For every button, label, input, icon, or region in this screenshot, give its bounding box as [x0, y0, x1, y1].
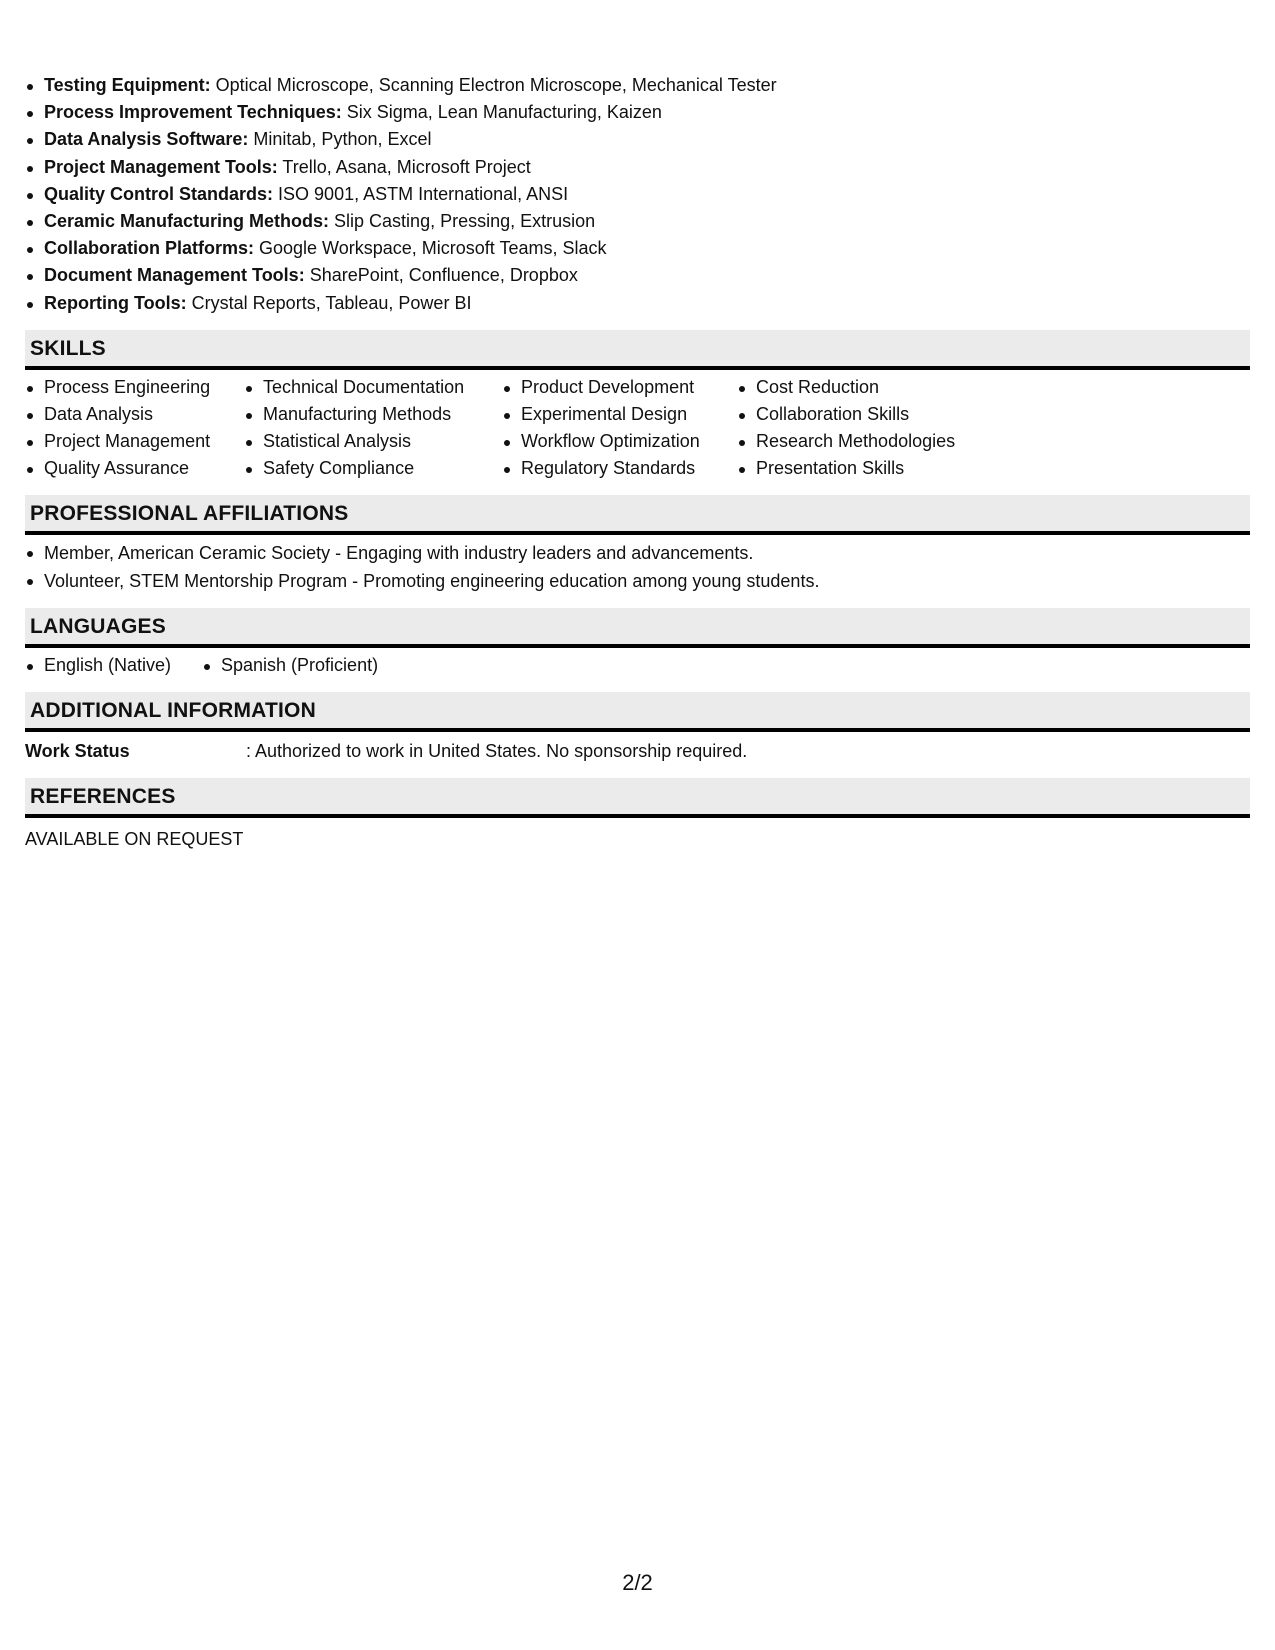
list-item: Process Engineering — [25, 374, 244, 401]
list-item: Quality Assurance — [25, 455, 244, 482]
list-item: Presentation Skills — [737, 455, 997, 482]
list-item — [25, 181, 1250, 208]
list-item: Research Methodologies — [737, 428, 997, 455]
list-item — [25, 235, 1250, 262]
affiliations-list — [25, 539, 1250, 595]
tool-category-value: Crystal Reports, Tableau, Power BI — [186, 292, 472, 313]
tool-category-label: Data Analysis Software: — [44, 129, 249, 150]
list-item: Experimental Design — [502, 401, 737, 428]
tool-category-value: Slip Casting, Pressing, Extrusion — [329, 211, 596, 232]
languages-list — [25, 652, 1250, 679]
skills-column — [502, 374, 737, 482]
tool-category-label: Document Management Tools: — [44, 265, 305, 286]
list-item — [25, 262, 1250, 289]
skills-column — [244, 374, 502, 482]
list-item — [25, 290, 1250, 317]
tool-category-label: Project Management Tools: — [44, 156, 278, 177]
tool-category-value: SharePoint, Confluence, Dropbox — [304, 265, 578, 286]
resume-page-content — [25, 72, 1250, 853]
list-item: Product Development — [502, 374, 737, 401]
section-title: SKILLS — [30, 336, 106, 360]
skills-section-header — [25, 330, 1250, 370]
tool-category-label: Process Improvement Techniques: — [44, 102, 342, 123]
list-item: Statistical Analysis — [244, 428, 502, 455]
list-item: Regulatory Standards — [502, 455, 737, 482]
section-title: LANGUAGES — [30, 614, 166, 638]
list-item: Safety Compliance — [244, 455, 502, 482]
tool-category-label: Quality Control Standards: — [44, 183, 274, 204]
tool-category-label: Testing Equipment: — [44, 75, 211, 95]
tool-category-value: Six Sigma, Lean Manufacturing, Kaizen — [341, 102, 662, 123]
list-item: Project Management — [25, 428, 244, 455]
list-item — [25, 154, 1250, 181]
list-item — [25, 126, 1250, 153]
list-item: Data Analysis — [25, 401, 244, 428]
page-number: 2/2 — [622, 1570, 653, 1595]
section-title: ADDITIONAL INFORMATION — [30, 698, 316, 722]
list-item: Cost Reduction — [737, 374, 997, 401]
list-item — [25, 208, 1250, 235]
references-section-header — [25, 778, 1250, 818]
list-item: Technical Documentation — [244, 374, 502, 401]
section-title: PROFESSIONAL AFFILIATIONS — [30, 501, 349, 525]
tool-category-value: Google Workspace, Microsoft Teams, Slack — [254, 238, 607, 259]
tool-category-value: Trello, Asana, Microsoft Project — [277, 156, 531, 177]
skills-column — [25, 374, 244, 482]
tools-list — [25, 72, 1250, 317]
tool-category-value: ISO 9001, ASTM International, ANSI — [273, 183, 569, 204]
list-item: Collaboration Skills — [737, 401, 997, 428]
tool-category-value: Minitab, Python, Excel — [248, 129, 432, 150]
list-item: English (Native) — [25, 652, 202, 679]
tool-category-label: Collaboration Platforms: — [44, 238, 255, 259]
tool-category-label: Reporting Tools: — [44, 292, 187, 313]
list-item: Member, American Ceramic Society - Engaging with industry leaders and advancements. — [25, 539, 1250, 567]
list-item: Spanish (Proficient) — [202, 652, 378, 679]
work-status-label: Work Status — [25, 740, 130, 761]
list-item: Manufacturing Methods — [244, 401, 502, 428]
skills-column — [737, 374, 997, 482]
tool-category-label: Ceramic Manufacturing Methods: — [44, 211, 330, 232]
list-item: Workflow Optimization — [502, 428, 737, 455]
work-status-row — [25, 737, 1250, 765]
additional-info-section-header — [25, 692, 1250, 732]
affiliations-section-header — [25, 495, 1250, 535]
list-item — [25, 99, 1250, 126]
work-status-value: : Authorized to work in United States. No sponsorship required. — [246, 740, 748, 761]
tool-category-value: Optical Microscope, Scanning Electron Microscope, Mechanical Tester — [210, 75, 777, 95]
references-text: AVAILABLE ON REQUEST — [25, 828, 244, 849]
list-item: Volunteer, STEM Mentorship Program - Promoting engineering education among young students. — [25, 567, 1250, 595]
languages-section-header — [25, 608, 1250, 648]
section-title: REFERENCES — [30, 784, 176, 808]
list-item — [25, 72, 1250, 99]
skills-grid — [25, 374, 1250, 482]
